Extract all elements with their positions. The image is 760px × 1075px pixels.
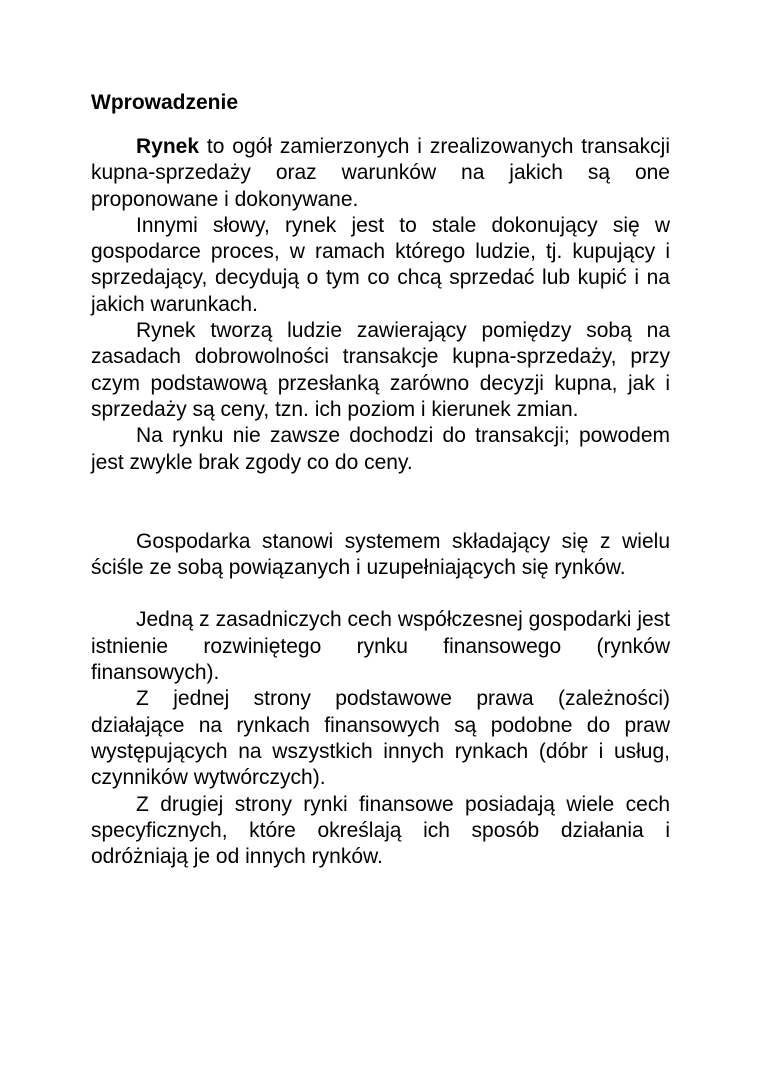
paragraph-market-transactions: Na rynku nie zawsze dochodzi do transakcji; powodem jest zwykle brak zgody co do ceny. <box>91 424 670 474</box>
paragraph-economy-system: Gospodarka stanowi systemem składający się z wielu ściśle ze sobą powiązanych i uzupełniających się rynków. <box>91 529 670 580</box>
document-page <box>91 90 670 870</box>
page-heading: Wprowadzenie <box>91 91 239 114</box>
paragraph-financial-specifics: Z drugiej strony rynki finansowe posiadają wiele cech specyficznych, które określają ich sposób działania i odróżniają je od innych rynków. <box>91 792 670 869</box>
paragraph-market-definition <box>91 134 670 213</box>
paragraph-market-definition-text: to ogół zamierzonych i zrealizowanych transakcji kupna-sprzedaży oraz warunków na jakich są one proponowane i dokonywane. <box>91 135 670 211</box>
section-spacer <box>91 476 670 529</box>
term-rynek: Rynek <box>136 135 200 158</box>
paragraph-market-process: Innymi słowy, rynek jest to stale dokonujący się w gospodarce proces, w ramach którego ludzie, tj. kupujący i sprzedający, decydują o tym co chcą sprzedać lub kupić i na jakich warunkach. <box>91 213 670 316</box>
paragraph-financial-market: Jedną z zasadniczych cech współczesnej gospodarki jest istnienie rozwiniętego rynku finansowego (rynków finansowych). <box>91 608 670 685</box>
paragraph-financial-laws: Z jednej strony podstawowe prawa (zależności) działające na rynkach finansowych są podobne do praw występujących na wszystkich innych rynkach (dóbr i usług, czynników wytwórczych). <box>91 687 670 790</box>
paragraph-spacer <box>91 581 670 607</box>
paragraph-market-participants: Rynek tworzą ludzie zawierający pomiędzy sobą na zasadach dobrowolności transakcje kupna-sprzedaży, przy czym podstawową przesłanką zarówno decyzji kupna, jak i sprzedaży są ceny, tzn. ich poziom i kierunek zmian. <box>91 319 670 421</box>
